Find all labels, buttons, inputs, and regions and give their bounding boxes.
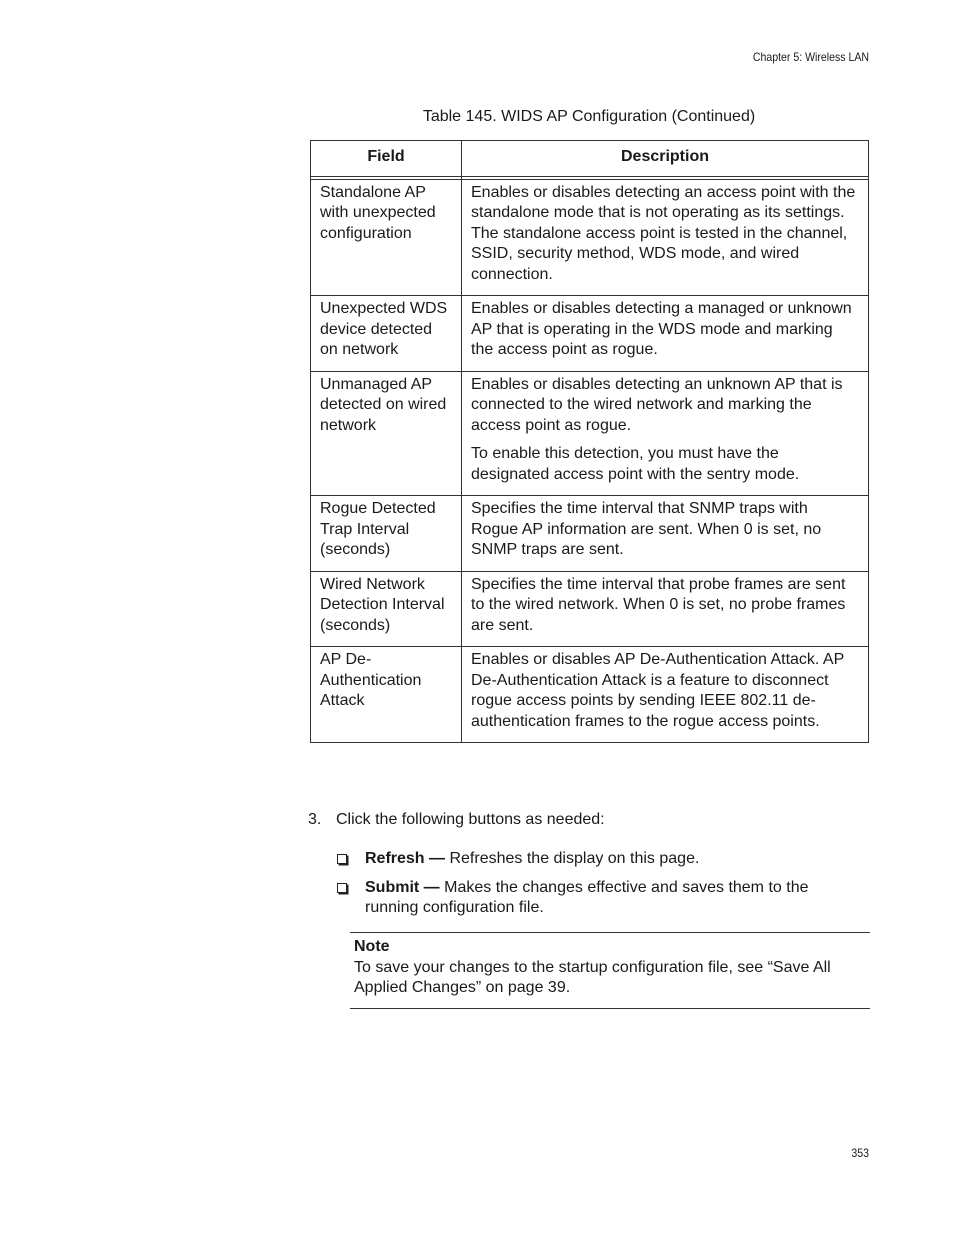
note-text: To save your changes to the startup configuration file, see “Save All Applied Changes” on page 39. bbox=[354, 958, 831, 996]
submit-description: Makes the changes effective and saves them to the running configuration file. bbox=[365, 878, 809, 916]
step-number: 3. bbox=[308, 811, 322, 828]
description-text: Specifies the time interval that probe frames are sent to the wired network. When 0 is set, no probe frames are sent. bbox=[471, 575, 846, 634]
field-cell bbox=[311, 571, 462, 647]
table-row bbox=[311, 571, 869, 647]
button-list bbox=[336, 849, 856, 927]
description-cell bbox=[462, 571, 869, 647]
description-cell bbox=[462, 296, 869, 372]
field-name: Unmanaged AP detected on wired network bbox=[320, 375, 447, 434]
description-text: Enables or disables AP De-Authentication Attack. AP De-Authentication Attack is a feature to disconnect rogue access points by sending IEEE 802.11 de-authentication frames to the rogue access points. bbox=[471, 651, 844, 730]
note-box bbox=[350, 932, 870, 1009]
running-header: Chapter 5: Wireless LAN bbox=[752, 50, 869, 64]
table-header-row bbox=[311, 141, 869, 177]
field-cell bbox=[311, 179, 462, 296]
procedure-step bbox=[308, 811, 605, 829]
column-header-field: Field bbox=[311, 141, 462, 177]
column-header-description: Description bbox=[462, 141, 869, 177]
table-row bbox=[311, 179, 869, 296]
description-text: To enable this detection, you must have the designated access point with the sentry mode. bbox=[471, 445, 800, 483]
description-cell bbox=[462, 647, 869, 743]
description-cell bbox=[462, 496, 869, 572]
table-row bbox=[311, 496, 869, 572]
field-cell bbox=[311, 496, 462, 572]
field-name: Rogue Detected Trap Interval (seconds) bbox=[320, 500, 436, 558]
checkbox-bullet-icon bbox=[337, 883, 347, 893]
field-cell bbox=[311, 647, 462, 743]
list-item-refresh bbox=[336, 849, 856, 870]
submit-term: Submit — bbox=[365, 878, 440, 896]
description-text: Enables or disables detecting an access point with the standalone mode that is not operating as its settings. The standalone access point is tested in the channel, SSID, security method, WDS mode, and wired connection. bbox=[471, 183, 856, 283]
description-cell bbox=[462, 179, 869, 296]
description-text: Enables or disables detecting an unknown AP that is connected to the wired network and marking the access point as rogue. bbox=[471, 375, 843, 434]
field-name: Standalone AP with unexpected configuration bbox=[320, 183, 436, 242]
step-text: Click the following buttons as needed: bbox=[336, 811, 605, 828]
table-row bbox=[311, 647, 869, 743]
field-cell bbox=[311, 296, 462, 372]
refresh-description: Refreshes the display on this page. bbox=[445, 850, 700, 867]
table-row bbox=[311, 296, 869, 372]
refresh-term: Refresh — bbox=[365, 850, 446, 867]
field-name: Unexpected WDS device detected on network bbox=[320, 300, 448, 358]
description-text: Specifies the time interval that SNMP traps with Rogue AP information are sent. When 0 is set, no SNMP traps are sent. bbox=[471, 500, 822, 558]
table-row bbox=[311, 371, 869, 496]
page-number: 353 bbox=[851, 1146, 869, 1160]
table-caption: Table 145. WIDS AP Configuration (Continued) bbox=[422, 108, 756, 125]
field-name: Wired Network Detection Interval (seconds) bbox=[320, 575, 445, 634]
field-cell bbox=[311, 371, 462, 496]
field-name: AP De-Authentication Attack bbox=[320, 651, 422, 709]
description-cell bbox=[462, 371, 869, 496]
wids-ap-configuration-table bbox=[310, 140, 869, 743]
description-text: Enables or disables detecting a managed or unknown AP that is operating in the WDS mode and marking the access point as rogue. bbox=[471, 300, 852, 358]
list-item-submit bbox=[336, 878, 856, 919]
note-title: Note bbox=[354, 938, 390, 955]
checkbox-bullet-icon bbox=[337, 854, 347, 864]
